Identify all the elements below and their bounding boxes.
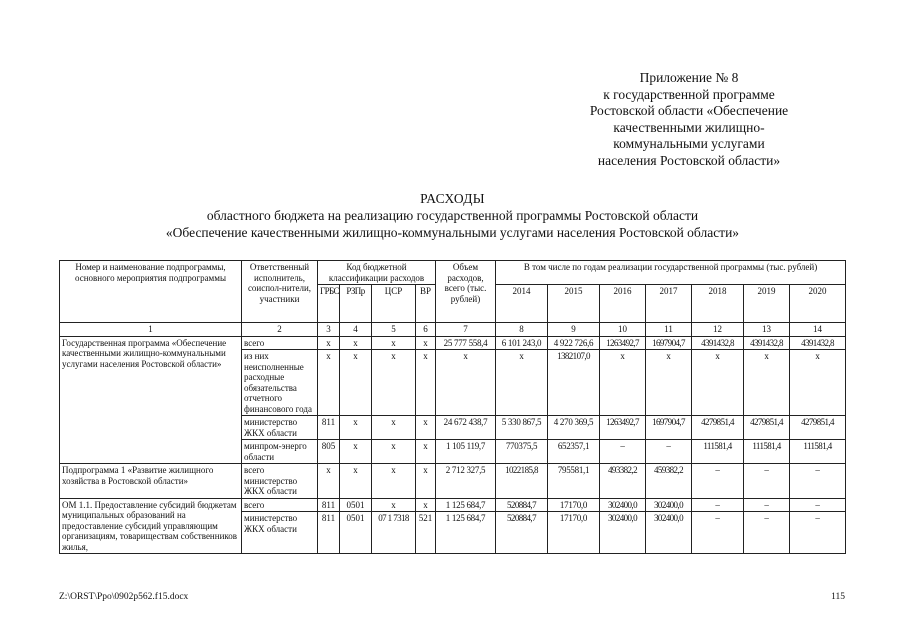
vr-cell: х bbox=[416, 416, 436, 440]
header-row bbox=[60, 261, 846, 285]
year-cell: 1022185,8 bbox=[496, 464, 548, 499]
year-cell: 302400,0 bbox=[600, 498, 646, 512]
total-cell: 25 777 558,4 bbox=[436, 336, 496, 350]
year-cell: – bbox=[646, 440, 692, 464]
year-cell: 302400,0 bbox=[600, 512, 646, 554]
year-cell: х bbox=[496, 350, 548, 416]
year-cell: – bbox=[692, 498, 744, 512]
executor-cell: минпром-энерго области bbox=[242, 440, 318, 464]
year-cell: 770375,5 bbox=[496, 440, 548, 464]
rzpr-cell: 0501 bbox=[340, 498, 372, 512]
year-cell: – bbox=[790, 498, 846, 512]
table-row bbox=[60, 498, 846, 512]
column-number: 12 bbox=[692, 323, 744, 337]
column-number: 13 bbox=[744, 323, 790, 337]
year-cell: х bbox=[692, 350, 744, 416]
year-cell: х bbox=[790, 350, 846, 416]
year-cell: х bbox=[646, 350, 692, 416]
total-cell: 2 712 327,5 bbox=[436, 464, 496, 499]
total-cell: 24 672 438,7 bbox=[436, 416, 496, 440]
header-budget-code: Код бюджетной классификации расходов bbox=[318, 261, 436, 285]
year-cell: 4279851,4 bbox=[744, 416, 790, 440]
appendix-block bbox=[539, 70, 839, 169]
year-cell: 4279851,4 bbox=[692, 416, 744, 440]
year-cell: 4391432,8 bbox=[744, 336, 790, 350]
rzpr-cell: х bbox=[340, 336, 372, 350]
csr-cell: 07 1 7318 bbox=[372, 512, 416, 554]
activity-name: ОМ 1.1. Предоставление субсидий бюджетам муниципальных образований на предоставление субсидий управляющим организациям, товариществам собственников жилья, bbox=[60, 498, 242, 554]
year-cell: 652357,1 bbox=[548, 440, 600, 464]
year-cell: 1263492,7 bbox=[600, 416, 646, 440]
vr-cell: х bbox=[416, 464, 436, 499]
year-cell: – bbox=[692, 464, 744, 499]
grbs-cell: 811 bbox=[318, 512, 340, 554]
column-number: 5 bbox=[372, 323, 416, 337]
year-cell: 459382,2 bbox=[646, 464, 692, 499]
column-number: 8 bbox=[496, 323, 548, 337]
year-cell: 111581,4 bbox=[744, 440, 790, 464]
subprogram-name: Подпрограмма 1 «Развитие жилищного хозяйства в Ростовской области» bbox=[60, 464, 242, 499]
year-cell: – bbox=[744, 464, 790, 499]
header-vr: ВР bbox=[416, 285, 436, 323]
header-by-years: В том числе по годам реализации государственной программы (тыс. рублей) bbox=[496, 261, 846, 285]
appendix-line: к государственной программе bbox=[603, 86, 775, 102]
header-executor: Ответственный исполнитель, соиспол-нители, участники bbox=[242, 261, 318, 323]
executor-cell: всего министерство ЖКХ области bbox=[242, 464, 318, 499]
year-cell: – bbox=[600, 440, 646, 464]
year-cell: – bbox=[790, 512, 846, 554]
year-cell: 302400,0 bbox=[646, 512, 692, 554]
year-cell: – bbox=[790, 464, 846, 499]
executor-cell: министерство ЖКХ области bbox=[242, 416, 318, 440]
column-number: 2 bbox=[242, 323, 318, 337]
document-subtitle: областного бюджета на реализацию государственной программы Ростовской области bbox=[206, 208, 699, 223]
appendix-line: населения Ростовской области» bbox=[597, 152, 781, 168]
vr-cell: х bbox=[416, 498, 436, 512]
year-cell: х bbox=[600, 350, 646, 416]
year-cell: 493382,2 bbox=[600, 464, 646, 499]
csr-cell: х bbox=[372, 440, 416, 464]
year-cell: 795581,1 bbox=[548, 464, 600, 499]
header-total: Объем расходов, всего (тыс. рублей) bbox=[436, 261, 496, 323]
year-cell: 6 101 243,0 bbox=[496, 336, 548, 350]
total-cell: 1 125 684,7 bbox=[436, 512, 496, 554]
file-path: Z:\ORST\Ppo\0902p562.f15.docx bbox=[59, 592, 189, 602]
rzpr-cell: х bbox=[340, 464, 372, 499]
vr-cell: х bbox=[416, 350, 436, 416]
header-rzpr: РЗПр bbox=[340, 285, 372, 323]
year-cell: 17170,0 bbox=[548, 512, 600, 554]
header-year: 2016 bbox=[600, 285, 646, 323]
csr-cell: х bbox=[372, 498, 416, 512]
year-cell: 4391432,8 bbox=[692, 336, 744, 350]
year-cell: 520884,7 bbox=[496, 512, 548, 554]
header-year: 2014 bbox=[496, 285, 548, 323]
csr-cell: х bbox=[372, 350, 416, 416]
table-row bbox=[60, 336, 846, 350]
header-name: Номер и наименование подпрограммы, основного мероприятия подпрограммы bbox=[60, 261, 242, 323]
year-cell: х bbox=[744, 350, 790, 416]
column-number: 1 bbox=[60, 323, 242, 337]
executor-cell: министерство ЖКХ области bbox=[242, 512, 318, 554]
column-number: 14 bbox=[790, 323, 846, 337]
vr-cell: х bbox=[416, 440, 436, 464]
year-cell: – bbox=[744, 498, 790, 512]
column-number: 6 bbox=[416, 323, 436, 337]
appendix-line: коммунальными услугами bbox=[613, 136, 765, 151]
total-cell: 1 105 119,7 bbox=[436, 440, 496, 464]
year-cell: 1263492,7 bbox=[600, 336, 646, 350]
year-cell: 520884,7 bbox=[496, 498, 548, 512]
program-name: Государственная программа «Обеспечение качественными жилищно-коммунальными услугами населения Ростовской области» bbox=[60, 336, 242, 464]
vr-cell: х bbox=[416, 336, 436, 350]
column-number: 7 bbox=[436, 323, 496, 337]
header-year: 2019 bbox=[744, 285, 790, 323]
year-cell: 17170,0 bbox=[548, 498, 600, 512]
header-year: 2018 bbox=[692, 285, 744, 323]
year-cell: 4279851,4 bbox=[790, 416, 846, 440]
page-number: 115 bbox=[831, 592, 845, 602]
year-cell: 1697904,7 bbox=[646, 336, 692, 350]
rzpr-cell: х bbox=[340, 416, 372, 440]
executor-cell: всего bbox=[242, 336, 318, 350]
csr-cell: х bbox=[372, 416, 416, 440]
total-cell: 1 125 684,7 bbox=[436, 498, 496, 512]
document-heading bbox=[0, 190, 905, 241]
year-cell: 4391432,8 bbox=[790, 336, 846, 350]
total-cell: х bbox=[436, 350, 496, 416]
grbs-cell: х bbox=[318, 336, 340, 350]
year-cell: 5 330 867,5 bbox=[496, 416, 548, 440]
executor-cell: всего bbox=[242, 498, 318, 512]
csr-cell: х bbox=[372, 336, 416, 350]
vr-cell: 521 bbox=[416, 512, 436, 554]
column-number: 3 bbox=[318, 323, 340, 337]
column-number: 4 bbox=[340, 323, 372, 337]
appendix-line: Ростовской области «Обеспечение bbox=[589, 103, 789, 118]
year-cell: 4 922 726,6 bbox=[548, 336, 600, 350]
executor-cell: из них неисполненные расходные обязательства отчетного финансового года bbox=[242, 350, 318, 416]
grbs-cell: 805 bbox=[318, 440, 340, 464]
csr-cell: х bbox=[372, 464, 416, 499]
grbs-cell: 811 bbox=[318, 416, 340, 440]
appendix-line: Приложение № 8 bbox=[639, 70, 739, 85]
appendix-line: качественными жилищно- bbox=[613, 119, 765, 135]
column-number: 11 bbox=[646, 323, 692, 337]
year-cell: – bbox=[692, 512, 744, 554]
grbs-cell: 811 bbox=[318, 498, 340, 512]
grbs-cell: х bbox=[318, 464, 340, 499]
document-subtitle: «Обеспечение качественными жилищно-коммунальными услугами населения Ростовской области» bbox=[165, 225, 740, 240]
year-cell: – bbox=[744, 512, 790, 554]
year-cell: 302400,0 bbox=[646, 498, 692, 512]
header-csr: ЦСР bbox=[372, 285, 416, 323]
grbs-cell: х bbox=[318, 350, 340, 416]
table-row bbox=[60, 464, 846, 499]
header-year: 2020 bbox=[790, 285, 846, 323]
rzpr-cell: 0501 bbox=[340, 512, 372, 554]
header-year: 2017 bbox=[646, 285, 692, 323]
rzpr-cell: х bbox=[340, 350, 372, 416]
year-cell: 111581,4 bbox=[692, 440, 744, 464]
header-grbs: ГРБС bbox=[318, 285, 340, 323]
year-cell: 4 270 369,5 bbox=[548, 416, 600, 440]
rzpr-cell: х bbox=[340, 440, 372, 464]
header-year: 2015 bbox=[548, 285, 600, 323]
year-cell: 111581,4 bbox=[790, 440, 846, 464]
year-cell: 1697904,7 bbox=[646, 416, 692, 440]
document-title: РАСХОДЫ bbox=[420, 191, 485, 206]
year-cell: 1382107,0 bbox=[548, 350, 600, 416]
expenses-table bbox=[59, 260, 846, 554]
column-number: 10 bbox=[600, 323, 646, 337]
column-number: 9 bbox=[548, 323, 600, 337]
column-number-row bbox=[60, 323, 846, 337]
